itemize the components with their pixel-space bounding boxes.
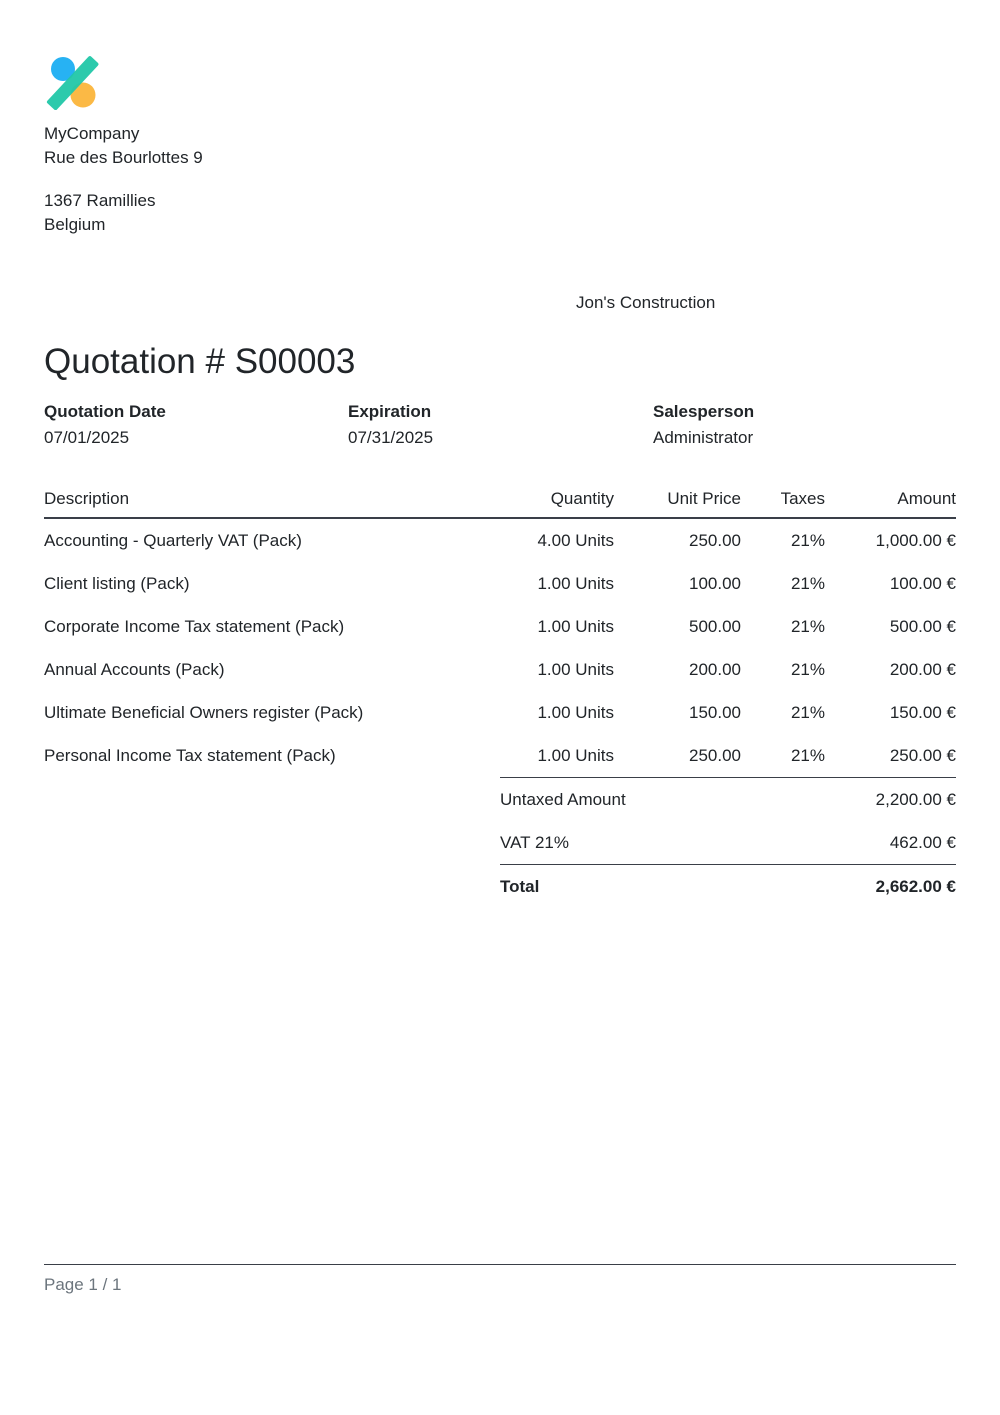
- row-description: Annual Accounts (Pack): [44, 659, 225, 679]
- salesperson-block: [653, 399, 754, 451]
- logo-icon: [44, 55, 102, 110]
- total-row: [500, 864, 956, 909]
- row-quantity: 1.00 Units: [537, 745, 614, 765]
- table-row: [44, 519, 956, 562]
- table-row: [44, 605, 956, 648]
- footer-divider: [44, 1264, 956, 1265]
- row-quantity: 4.00 Units: [537, 530, 614, 550]
- row-unit-price: 100.00: [689, 573, 741, 593]
- page-number: Page 1 / 1: [44, 1275, 122, 1294]
- table-row: [44, 691, 956, 734]
- row-taxes: 21%: [790, 745, 825, 765]
- totals-block: [500, 777, 956, 909]
- row-amount: 500.00 €: [889, 616, 956, 636]
- table-header: [44, 480, 956, 519]
- row-quantity: 1.00 Units: [537, 616, 614, 636]
- expiration-block: [348, 399, 433, 451]
- expiration-value: 07/31/2025: [348, 428, 434, 447]
- row-description: Personal Income Tax statement (Pack): [44, 745, 336, 765]
- vat-row: [500, 821, 956, 864]
- row-taxes: 21%: [790, 530, 825, 550]
- company-city: 1367 Ramillies: [44, 191, 156, 210]
- order-lines-table: [44, 480, 956, 777]
- table-row: [44, 562, 956, 605]
- row-description: Ultimate Beneficial Owners register (Pack): [44, 702, 364, 722]
- header-amount: Amount: [897, 488, 956, 508]
- quotation-date-block: [44, 399, 166, 451]
- row-unit-price: 200.00: [689, 659, 741, 679]
- row-description: Client listing (Pack): [44, 573, 190, 593]
- row-amount: 1,000.00 €: [875, 530, 956, 550]
- salesperson-value: Administrator: [653, 428, 754, 447]
- header-unit-price: Unit Price: [667, 488, 741, 508]
- row-unit-price: 250.00: [689, 745, 741, 765]
- row-amount: 150.00 €: [889, 702, 956, 722]
- company-logo: [44, 55, 102, 110]
- row-taxes: 21%: [790, 616, 825, 636]
- row-taxes: 21%: [790, 702, 825, 722]
- header-quantity: Quantity: [550, 488, 614, 508]
- untaxed-amount-label: Untaxed Amount: [500, 789, 626, 809]
- total-label: Total: [500, 877, 540, 896]
- table-row: [44, 648, 956, 691]
- row-taxes: 21%: [790, 659, 825, 679]
- vat-value: 462.00 €: [889, 832, 956, 852]
- company-address: [44, 122, 203, 237]
- company-country: Belgium: [44, 215, 106, 234]
- vat-label: VAT 21%: [500, 832, 569, 852]
- header-taxes: Taxes: [780, 488, 825, 508]
- header-description: Description: [44, 488, 130, 508]
- row-unit-price: 150.00: [689, 702, 741, 722]
- row-amount: 250.00 €: [889, 745, 956, 765]
- row-quantity: 1.00 Units: [537, 573, 614, 593]
- table-row: [44, 734, 956, 777]
- row-amount: 100.00 €: [889, 573, 956, 593]
- customer-name: Jon's Construction: [576, 293, 716, 312]
- salesperson-label: Salesperson: [653, 402, 755, 421]
- row-description: Corporate Income Tax statement (Pack): [44, 616, 345, 636]
- company-name: MyCompany: [44, 124, 140, 143]
- total-value: 2,662.00 €: [875, 877, 956, 896]
- untaxed-amount-row: [500, 777, 956, 821]
- company-street: Rue des Bourlottes 9: [44, 148, 203, 167]
- row-quantity: 1.00 Units: [537, 659, 614, 679]
- page-title: Quotation # S00003: [44, 342, 356, 381]
- row-unit-price: 500.00: [689, 616, 741, 636]
- untaxed-amount-value: 2,200.00 €: [875, 789, 956, 809]
- quotation-date-value: 07/01/2025: [44, 428, 130, 447]
- row-amount: 200.00 €: [889, 659, 956, 679]
- row-taxes: 21%: [790, 573, 825, 593]
- row-quantity: 1.00 Units: [537, 702, 614, 722]
- expiration-label: Expiration: [348, 402, 432, 421]
- row-description: Accounting - Quarterly VAT (Pack): [44, 530, 302, 550]
- quotation-date-label: Quotation Date: [44, 402, 166, 421]
- row-unit-price: 250.00: [689, 530, 741, 550]
